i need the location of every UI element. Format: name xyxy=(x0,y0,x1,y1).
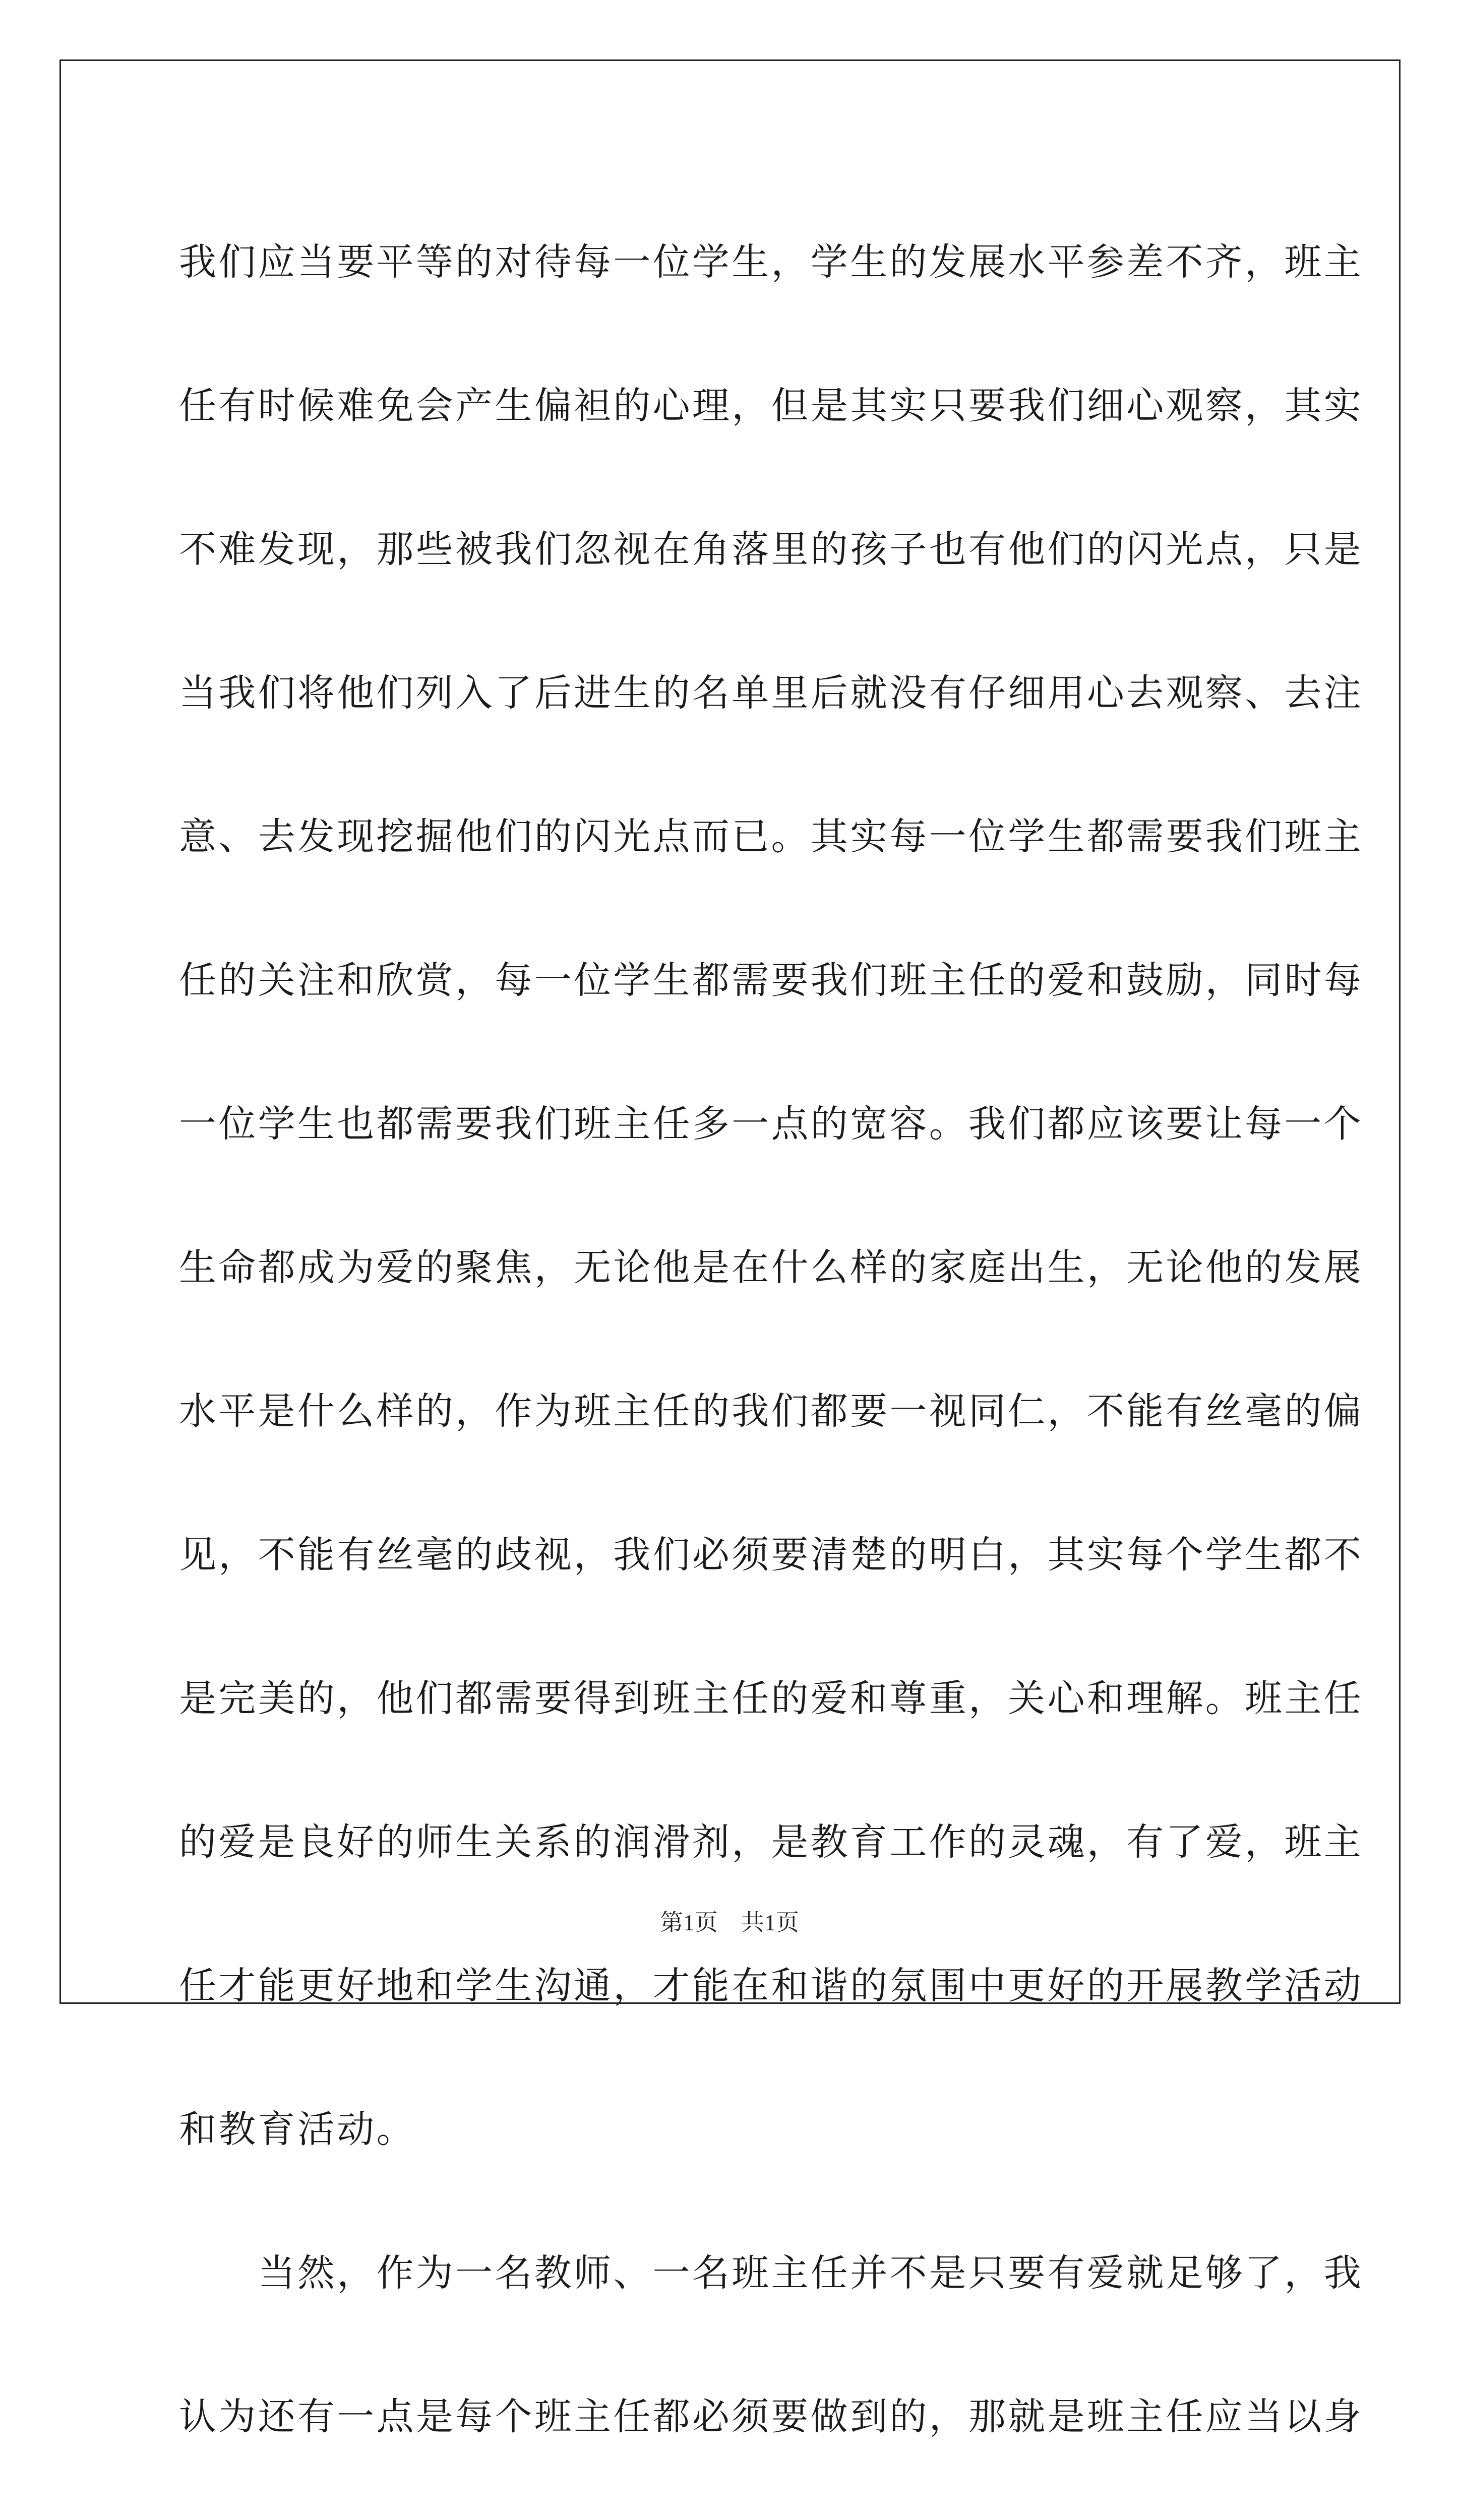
document-body xyxy=(179,191,1363,2520)
text-line: 我们应当要平等的对待每一位学生，学生的发展水平参差不齐，班主 xyxy=(179,240,1363,284)
text-line: 是完美的，他们都需要得到班主任的爱和尊重，关心和理解。班主任 xyxy=(179,1677,1363,1720)
text-line xyxy=(179,2489,1281,2520)
text-line: 意、去发现挖掘他们的闪光点而已。其实每一位学生都需要我们班主 xyxy=(179,815,1363,858)
text-line: 不难发现，那些被我们忽视在角落里的孩子也有他们的闪光点，只是 xyxy=(179,528,1363,571)
text-line: 认为还有一点是每个班主任都必须要做到的，那就是班主任应当以身 xyxy=(179,2395,1363,2438)
page-number-footer: 第1页 共1页 xyxy=(660,1910,799,1935)
text-line: 当我们将他们列入了后进生的名单里后就没有仔细用心去观察、去注 xyxy=(179,671,1363,715)
text-line: 任的关注和欣赏，每一位学生都需要我们班主任的爱和鼓励，同时每 xyxy=(179,959,1363,1002)
text-line: 水平是什么样的，作为班主任的我们都要一视同仁，不能有丝毫的偏 xyxy=(179,1390,1363,1433)
text-line: 任才能更好地和学生沟通，才能在和谐的氛围中更好的开展教学活动 xyxy=(179,1964,1363,2007)
text-line: 生命都成为爱的聚焦，无论他是在什么样的家庭出生，无论他的发展 xyxy=(179,1246,1363,1289)
text-line: 的爱是良好的师生关系的润滑剂，是教育工作的灵魂，有了爱，班主 xyxy=(179,1820,1363,1864)
text-line: 见，不能有丝毫的歧视，我们必须要清楚的明白，其实每个学生都不 xyxy=(179,1533,1363,1577)
text-line: 当然，作为一名教师、一名班主任并不是只要有爱就足够了，我 xyxy=(179,2251,1363,2295)
text-line: 和教育活动。 xyxy=(179,2108,416,2151)
text-line: 一位学生也都需要我们班主任多一点的宽容。我们都应该要让每一个 xyxy=(179,1102,1363,1146)
text-line: 任有时候难免会产生偏袒的心理，但是其实只要我们细心观察，其实 xyxy=(179,384,1363,427)
